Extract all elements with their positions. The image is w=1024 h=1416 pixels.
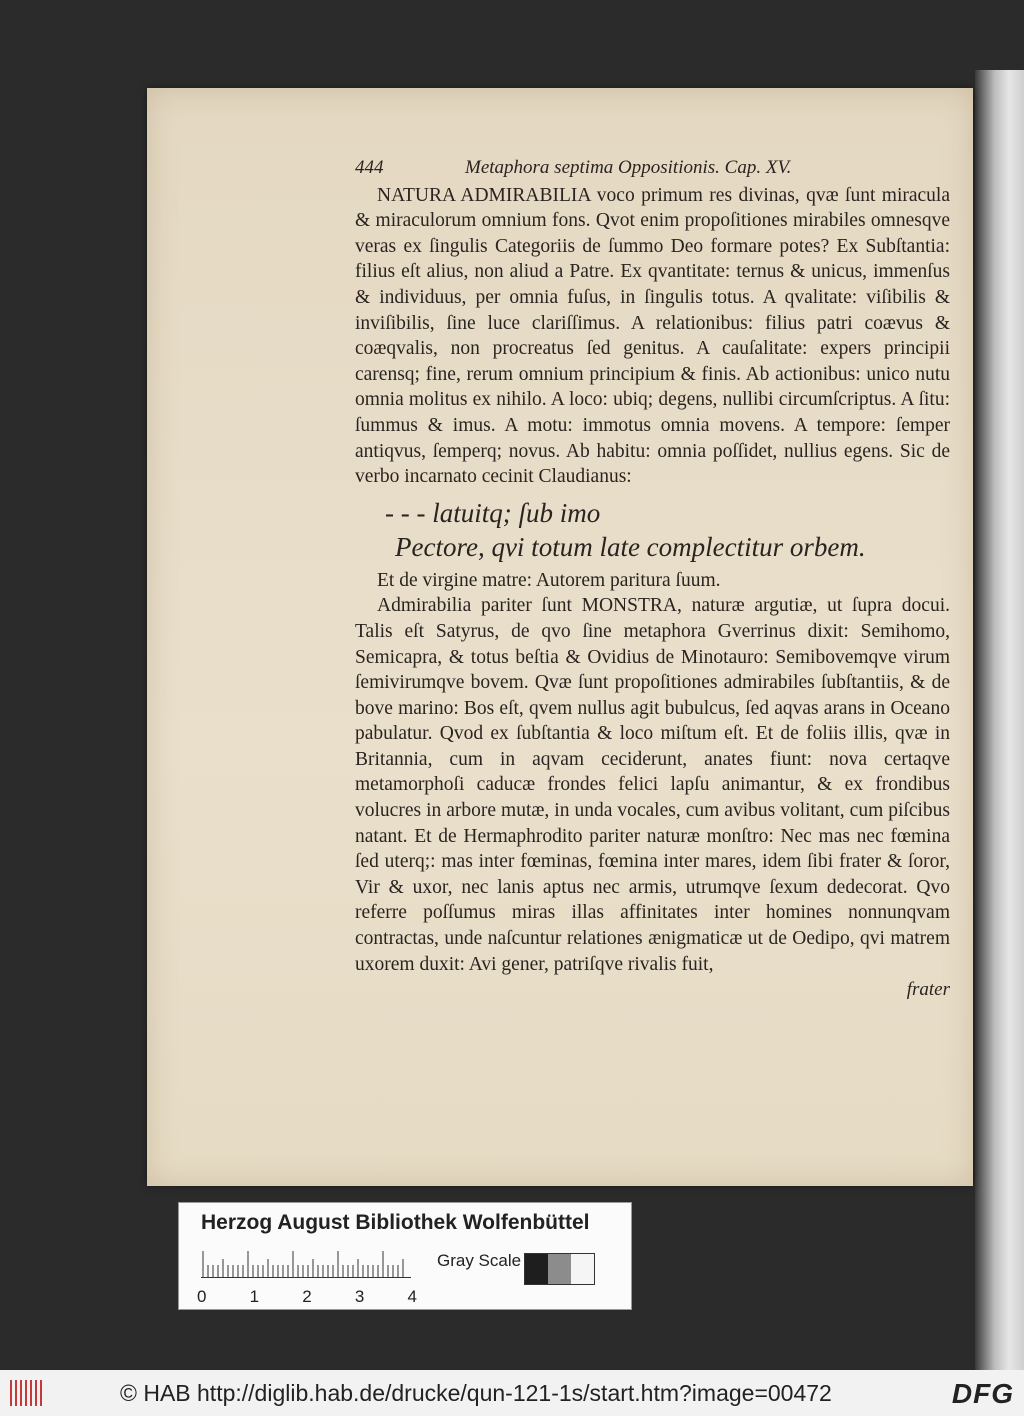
scale-number: 2	[302, 1287, 312, 1306]
paragraph-virgine-matre: Et de virgine matre: Autorem paritura ſuum.	[377, 569, 721, 591]
verse-quotation	[355, 496, 950, 564]
color-target-card	[178, 1202, 632, 1310]
running-title: Metaphora septima Oppositionis. Cap. XV.	[465, 157, 792, 178]
library-name: Herzog August Bibliothek Wolfenbüttel	[201, 1211, 590, 1234]
ruler-ticks	[201, 1251, 411, 1277]
ruler-scale	[201, 1251, 411, 1278]
running-header	[355, 155, 950, 181]
patch-gray	[548, 1254, 571, 1284]
catchword: frater	[906, 979, 950, 1001]
copyright-link[interactable]: © HAB http://diglib.hab.de/drucke/qun-121-1s/start.htm?image=00472	[120, 1379, 832, 1406]
body-text	[355, 183, 950, 1003]
adjacent-page-edge	[975, 70, 1024, 1370]
page-text	[355, 155, 950, 1003]
gray-scale-patches	[524, 1253, 595, 1285]
scale-number: 0	[197, 1287, 207, 1306]
paragraph-monstra: Admirabilia pariter ſunt MONSTRA, naturæ argutiæ, ut ſupra docui. Talis eſt Satyrus, de qvo ſine metaphora Gverrinus dixit: Semihomo, Semicapra, & totus beſtia & Ovidius de Minotauro: Semibovemqve virum ſemivirumqve bovem. Qvæ ſunt propoſitiones admirabiles ſubſtantiis, & de bove marino: Bos eſt, qvem nullus agit bubulcus, ſed aqvas arans in Oceano pabulatur. Qvod ex ſubſtantia & loco miſtum eſt. Et de foliis illis, qvæ in Britannia, cum in aqvam ceciderunt, anates fiunt: nova certaqve metamorphoſi caducæ frondes felici lapſu animantur, & ex frondibus volucres in arbore mutæ, in unda vocales, cum avibus volitant, cum piſcibus natant. Et de Hermaphrodito pariter naturæ monſtro: Nec mas nec fœmina ſed uterq;: mas inter fœminas, fœmina inter mares, idem ſibi frater & ſoror, Vir & uxor, nec lanis aptus nec armis, utrumqve ſexum dedecorat. Qvo referre poſſumus miras illas affinitates inter homines nonnunqvam contractas, unde naſcuntur relationes ænigmaticæ ut de Oedipo, qvi matrem uxorem duxit: Avi gener, patriſqve rivalis fuit,	[355, 595, 950, 975]
scale-numbers	[197, 1287, 417, 1307]
scale-number: 4	[407, 1287, 417, 1306]
dfg-logo: DFG	[951, 1378, 1014, 1409]
verse-line-1: - - - latuitq; ſub imo	[385, 497, 601, 528]
patch-black	[525, 1254, 548, 1284]
viewer-footer	[0, 1370, 1024, 1416]
scale-number: 1	[249, 1287, 260, 1306]
page-number: 444	[355, 157, 384, 178]
barcode-icon	[10, 1380, 44, 1406]
paragraph-natura-admirabilia: NATURA ADMIRABILIA voco primum res divinas, qvæ ſunt miracula & miraculorum omnium fons. Qvot enim propoſitiones mirabiles omnesqve veras ex ſingulis Categoriis de ſummo Deo formare potes? Ex Subſtantia: filius eſt alius, non aliud a Patre. Ex qvantitate: ternus & unicus, immenſus & individuus, per omnia fuſus, in ſingulis totus. A qvalitate: viſibilis & inviſibilis, ſine luce clariſſimus. A relationibus: filius patri coævus & coæqvalis, non procreatus ſed genitus. A cauſalitate: expers principii carensq; fine, rerum omnium principium & finis. Ab actionibus: unico nutu omnia molitus ex nihilo. A loco: ubiq; degens, nullibi circumſcriptus. A ſitu: ſummus & imus. A motu: immotus omnia movens. A tempore: ſemper antiqvus, ſemperq; novus. Ab habitu: omnia poſſidet, nullius egens. Sic de verbo incarnato cecinit Claudianus:	[355, 184, 950, 488]
verse-line-2: Pectore, qvi totum late complectitur orbem.	[395, 531, 866, 562]
scale-number: 3	[354, 1287, 365, 1306]
patch-white	[571, 1254, 594, 1284]
gray-scale-label: Gray Scale	[437, 1251, 522, 1270]
